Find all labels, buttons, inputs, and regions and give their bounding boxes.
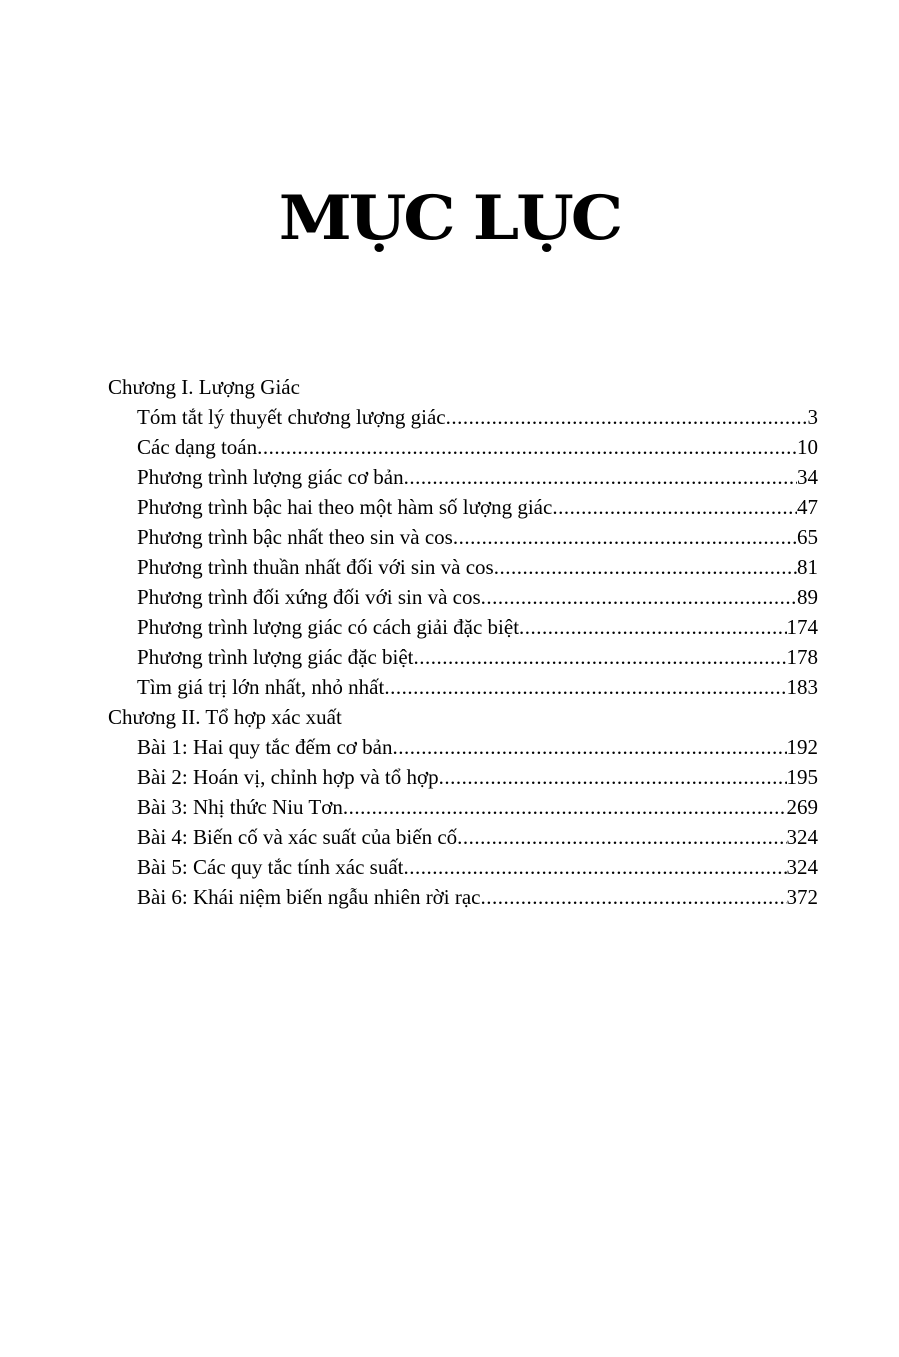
toc-entry[interactable] [137, 552, 818, 582]
toc-entry-page: 183 [786, 675, 818, 699]
chapter-heading-1: Chương I. Lượng Giác [108, 375, 300, 399]
toc-entry-label: Phương trình đối xứng đối với sin và cos [137, 585, 481, 609]
toc-entry-label: Các dạng toán [137, 435, 258, 459]
toc-entry[interactable] [137, 882, 818, 912]
table-of-contents [108, 372, 818, 912]
dot-leader [453, 522, 797, 552]
toc-entry-label: Tìm giá trị lớn nhất, nhỏ nhất [137, 675, 385, 699]
toc-entry-label: Bài 6: Khái niệm biến ngẫu nhiên rời rạc [137, 885, 481, 909]
toc-entry-label: Phương trình bậc hai theo một hàm số lượng giác [137, 495, 553, 519]
dot-leader [552, 492, 797, 522]
dot-leader [457, 822, 786, 852]
toc-entry[interactable] [137, 642, 818, 672]
toc-entry-label: Bài 3: Nhị thức Niu Tơn [137, 795, 343, 819]
toc-entry-label: Phương trình lượng giác có cách giải đặc biệt [137, 615, 520, 639]
toc-entry-page: 192 [786, 735, 818, 759]
toc-entry[interactable] [137, 792, 818, 822]
toc-entry-page: 269 [786, 795, 818, 819]
toc-entry-label: Phương trình lượng giác cơ bản [137, 465, 404, 489]
toc-entry-label: Phương trình thuần nhất đối với sin và cos [137, 555, 494, 579]
toc-entry-label: Bài 2: Hoán vị, chỉnh hợp và tổ hợp [137, 765, 439, 789]
dot-leader [439, 762, 787, 792]
toc-entry-page: 65 [797, 525, 818, 549]
toc-entry[interactable] [137, 732, 818, 762]
dot-leader [392, 732, 786, 762]
toc-entry-label: Bài 4: Biến cố và xác suất của biến cố [137, 825, 458, 849]
toc-entry[interactable] [137, 852, 818, 882]
toc-entry-page: 47 [797, 495, 818, 519]
toc-entry-label: Phương trình lượng giác đặc biệt [137, 645, 414, 669]
toc-entry[interactable] [137, 612, 818, 642]
dot-leader [519, 612, 786, 642]
toc-entry-page: 324 [786, 855, 818, 879]
toc-entry-page: 174 [786, 615, 818, 639]
toc-entry-page: 324 [786, 825, 818, 849]
dot-leader [404, 852, 787, 882]
toc-entry-label: Bài 5: Các quy tắc tính xác suất [137, 855, 404, 879]
dot-leader [384, 672, 786, 702]
toc-entry[interactable] [137, 672, 818, 702]
toc-entry-page: 195 [786, 765, 818, 789]
dot-leader [446, 402, 808, 432]
toc-entry-page: 372 [786, 885, 818, 909]
toc-entry-label: Bài 1: Hai quy tắc đếm cơ bản [137, 735, 393, 759]
toc-entry-page: 10 [797, 435, 818, 459]
toc-entry-page: 178 [786, 645, 818, 669]
toc-entry[interactable] [137, 822, 818, 852]
dot-leader [481, 582, 797, 612]
dot-leader [404, 462, 797, 492]
toc-entry[interactable] [137, 582, 818, 612]
toc-entry-label: Phương trình bậc nhất theo sin và cos [137, 525, 453, 549]
dot-leader [481, 882, 787, 912]
page-title: MỤC LỤC [278, 182, 621, 254]
dot-leader [257, 432, 797, 462]
toc-entry[interactable] [137, 522, 818, 552]
chapter-heading-2: Chương II. Tổ hợp xác xuất [108, 705, 342, 729]
toc-entry[interactable] [137, 432, 818, 462]
dot-leader [494, 552, 797, 582]
toc-entry[interactable] [137, 462, 818, 492]
toc-entry[interactable] [137, 402, 818, 432]
toc-entry[interactable] [137, 762, 818, 792]
toc-entry-label: Tóm tắt lý thuyết chương lượng giác [137, 405, 446, 429]
dot-leader [414, 642, 787, 672]
toc-entry-page: 3 [807, 405, 818, 429]
dot-leader [343, 792, 787, 822]
toc-entry-page: 89 [797, 585, 818, 609]
toc-entry-page: 34 [797, 465, 818, 489]
toc-entry-page: 81 [797, 555, 818, 579]
toc-entry[interactable] [137, 492, 818, 522]
